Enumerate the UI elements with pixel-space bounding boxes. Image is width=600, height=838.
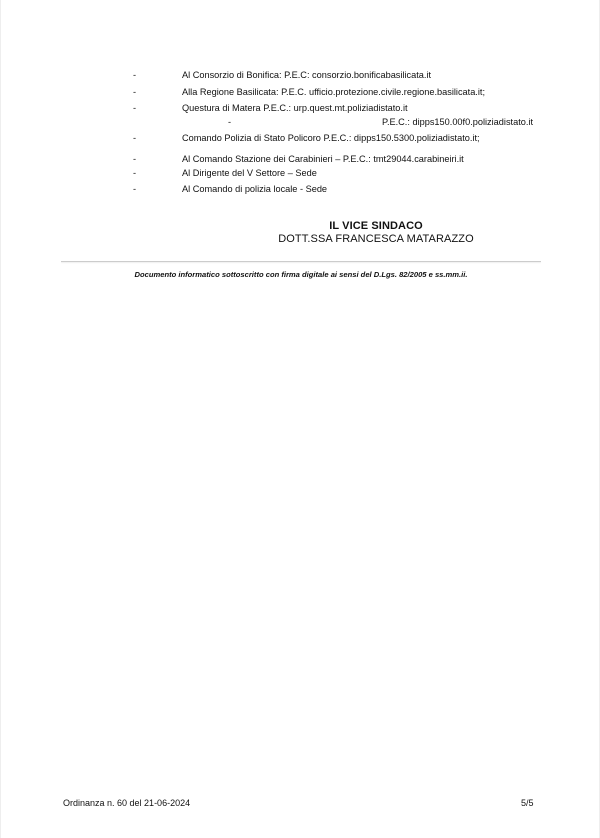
recipient-carabinieri: Al Comando Stazione dei Carabinieri – P.E.C.: tmt29044.carabineiri.it [182, 154, 464, 164]
digital-signature-notice: Documento informatico sottoscritto con firma digitale ai sensi del D.Lgs. 82/2005 e ss.mm.ii. [134, 270, 468, 279]
signature-title: IL VICE SINDACO [329, 220, 423, 232]
footer-document-ref: Ordinanza n. 60 del 21-06-2024 [63, 798, 191, 808]
list-bullet: - [133, 103, 137, 113]
recipient-polizia-locale: Al Comando di polizia locale - Sede [182, 184, 328, 194]
recipient-consorzio: Al Consorzio di Bonifica: P.E.C: consorzio.bonificabasilicata.it [182, 70, 432, 80]
recipient-polizia-policoro: Comando Polizia di Stato Policoro P.E.C.: dipps150.5300.poliziadistato.it; [182, 133, 480, 143]
list-bullet: - [133, 184, 137, 194]
footer-page-number: 5/5 [521, 798, 534, 808]
list-bullet: - [133, 154, 137, 164]
recipient-dirigente: Al Dirigente del V Settore – Sede [182, 168, 317, 178]
list-bullet: - [133, 168, 137, 178]
list-bullet: - [133, 87, 137, 97]
signature-name: DOTT.SSA FRANCESCA MATARAZZO [278, 233, 474, 245]
recipient-questura: Questura di Matera P.E.C.: urp.quest.mt.poliziadistato.it [182, 103, 408, 113]
list-bullet: - [133, 70, 137, 80]
list-bullet: - [228, 117, 232, 127]
list-bullet: - [133, 133, 137, 143]
horizontal-divider [61, 261, 541, 262]
recipient-questura-pec: P.E.C.: dipps150.00f0.poliziadistato.it [382, 117, 534, 127]
recipient-regione: Alla Regione Basilicata: P.E.C. ufficio.protezione.civile.regione.basilicata.it; [182, 87, 486, 97]
